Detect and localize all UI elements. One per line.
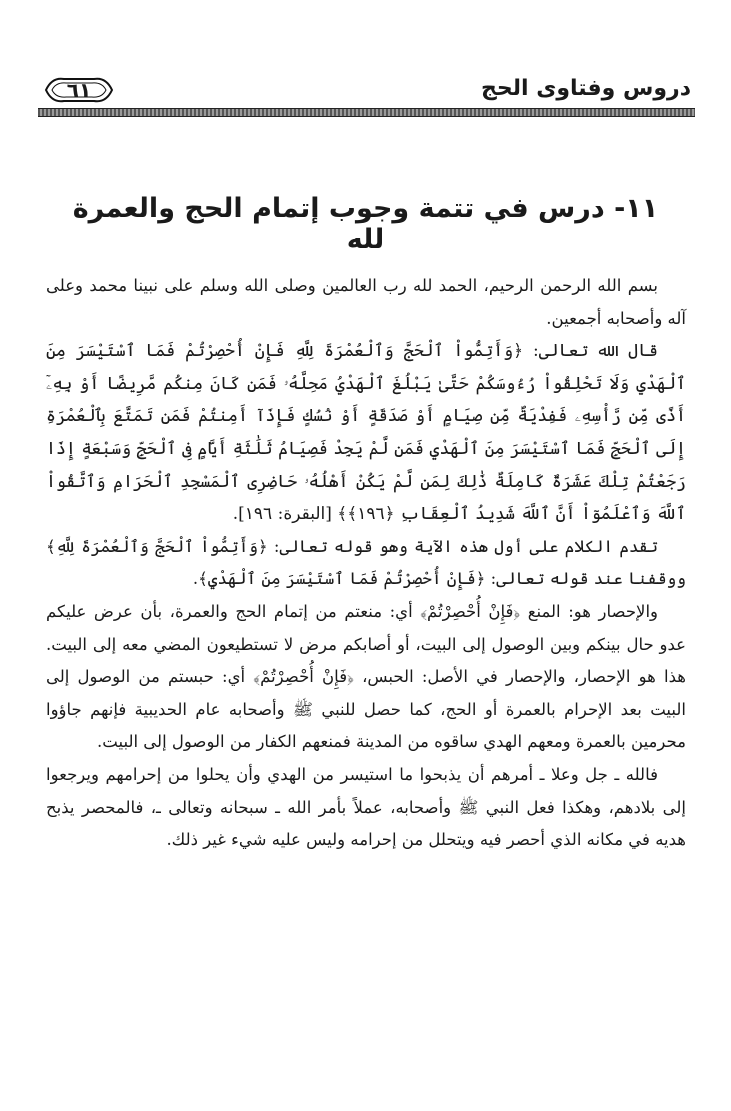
paragraph-ruling: فالله ـ جل وعلا ـ أمرهم أن يذبحوا ما استيسر من الهدي وأن يحلوا من إحرامهم ويرجعوا إلى بلادهم، وهكذا فعل النبي ﷺ وأصحابه، عملاً بأمر الله ـ سبحانه وتعالى ـ، فالمحصر يذبح هديه في مكانه الذي أحصر فيه ويتحلل من إحرامه وليس عليه شيء غير ذلك. — [46, 764, 686, 850]
paragraph-verse: قال الله تعالى: ﴿وَأَتِمُّواْ ٱلْحَجَّ وَٱلْعُمْرَةَ لِلَّهِ فَإِنْ أُحْصِرْتُمْ فَمَا ٱسْتَيْسَرَ مِنَ ٱلْهَدْيِ وَلَا تَحْلِقُواْ رُءُوسَكُمْ حَتَّىٰ يَبْلُغَ ٱلْهَدْيُ مَحِلَّهُۥ فَمَن كَانَ مِنكُم مَّرِيضًا أَوْ بِهِۦٓ أَذًى مِّن رَّأْسِهِۦ فَفِدْيَةٌ مِّن صِيَامٍ أَوْ صَدَقَةٍ أَوْ نُسُكٍ فَإِذَآ أَمِنتُمْ فَمَن تَمَتَّعَ بِٱلْعُمْرَةِ إِلَى ٱلْحَجِّ فَمَا ٱسْتَيْسَرَ مِنَ ٱلْهَدْيِ فَمَن لَّمْ يَجِدْ فَصِيَامُ ثَلَٰثَةِ أَيَّامٍ فِى ٱلْحَجِّ وَسَبْعَةٍ إِذَا رَجَعْتُمْ تِلْكَ عَشَرَةٌ كَامِلَةٌ ذَٰلِكَ لِمَن لَّمْ يَكُنْ أَهْلُهُۥ حَاضِرِى ٱلْمَسْجِدِ ٱلْحَرَامِ وَٱتَّقُواْ ٱللَّهَ وَٱعْلَمُوٓاْ أَنَّ ٱللَّهَ شَدِيدُ ٱلْعِقَابِ ﴿١٩٦﴾﴾ [البقرة: ١٩٦]. — [46, 341, 686, 525]
paragraph-ihsar: والإحصار هو: المنع ﴿فَإِنْ أُحْصِرْتُمْ﴾ أي: منعتم من إتمام الحج والعمرة، بأن عرض عليكم عدو حال بينكم وبين الوصول إلى البيت، أو أصابكم مرض لا تستطيعون المضي معه إلى البيت. هذا هو الإحصار، والإحصار في الأصل: الحبس، ﴿فَإِنْ أُحْصِرْتُمْ﴾ أي: حبستم من الوصول إلى البيت بعد الإحرام بالعمرة أو الحج، كما حصل للنبي ﷺ وأصحابه عام الحديبية فإنهم جاؤوا محرمين بالعمرة ومعهم الهدي ساقوه من المدينة فمنعهم الكفار من الوصول إلى البيت. — [46, 601, 686, 752]
book-title: دروس وفتاوى الحج — [481, 76, 691, 101]
body-text — [46, 270, 686, 857]
lesson-title: ١١- درس في تتمة وجوب إتمام الحج والعمرة لله — [72, 193, 659, 255]
header-rule — [38, 108, 695, 117]
paragraph-intro: بسم الله الرحمن الرحيم، الحمد لله رب العالمين وصلى الله وسلم على نبينا محمد وعلى آله وأصحابه أجمعين. — [46, 276, 686, 328]
page-number — [42, 74, 116, 106]
page-number-text: ٦١ — [66, 78, 92, 102]
page-header — [38, 70, 695, 116]
paragraph-context: تقدم الكلام على أول هذه الآية وهو قوله تعالى: ﴿وَأَتِمُّواْ ٱلْحَجَّ وَٱلْعُمْرَةَ لِلَّهِ﴾ ووقفنا عند قوله تعالى: ﴿فَإِنْ أُحْصِرْتُمْ فَمَا ٱسْتَيْسَرَ مِنَ ٱلْهَدْيِ﴾. — [46, 536, 686, 589]
